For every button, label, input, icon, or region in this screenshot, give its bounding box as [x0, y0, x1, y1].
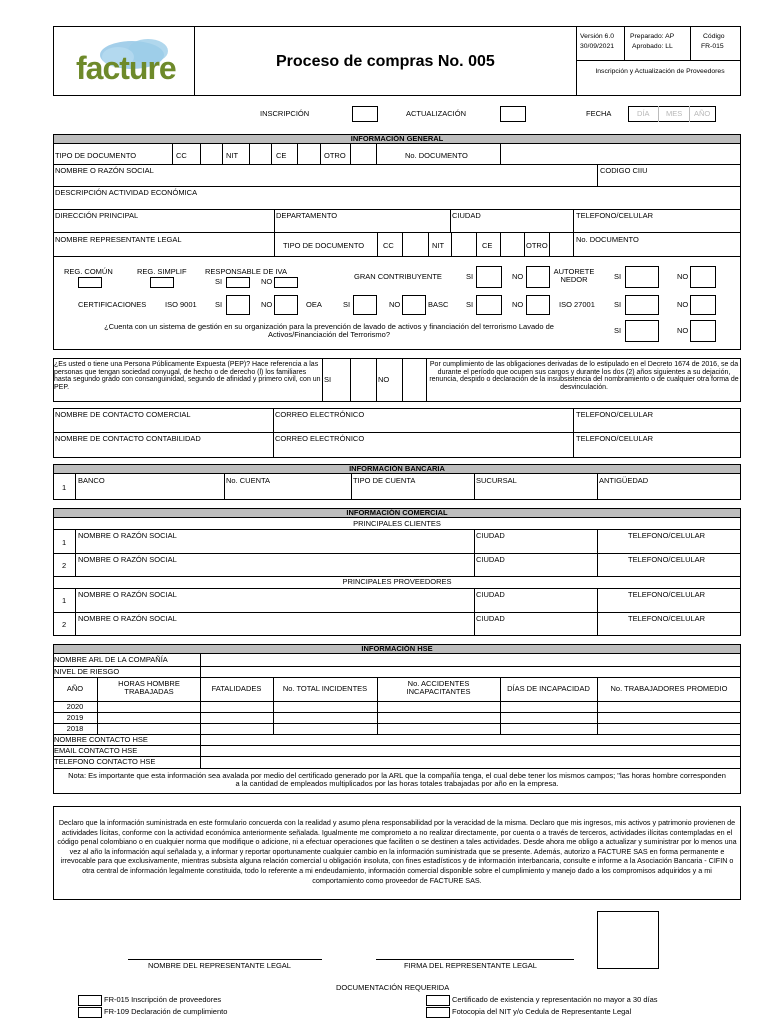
mes-placeholder: MES — [666, 109, 683, 118]
logo — [70, 33, 185, 88]
no-doc-input[interactable] — [501, 145, 740, 163]
col-anio: AÑO — [66, 684, 84, 693]
proveedor-2-nombre-label: NOMBRE O RAZÓN SOCIAL — [78, 614, 177, 623]
iso27001-si-label: SI — [614, 300, 622, 309]
doc-3-checkbox[interactable] — [426, 995, 450, 1006]
doc-4-checkbox[interactable] — [426, 1007, 450, 1018]
reg-simplif-checkbox[interactable] — [150, 277, 174, 288]
doc-3-label: Certificado de existencia y representación no mayor a 30 días — [452, 995, 658, 1004]
oea-no-checkbox[interactable] — [402, 295, 426, 315]
otro2-label: OTRO — [526, 241, 548, 250]
direccion-label: DIRECCIÓN PRINCIPAL — [55, 211, 139, 220]
pep-decree: Por cumplimiento de las obligaciones derivadas de lo estipulado en el Decreto 1674 de 2016, se da durante el período que ocupen sus cargos y durante los dos (2) años siguientes a su dejación, renuncia, despido o declaración de la insubsistencia del nombramiento o de cualquier otra forma de desvinculación. — [429, 361, 739, 392]
proveedor-2-tel-label: TELEFONO/CELULAR — [628, 614, 706, 623]
pep-si-label: SI — [324, 375, 332, 384]
doc-2-label: FR-109 Declaración de cumplimiento — [104, 1007, 228, 1016]
col-incidentes: No. TOTAL INCIDENTES — [282, 684, 368, 693]
gc-si-label: SI — [466, 272, 474, 281]
otro-label: OTRO — [324, 151, 346, 160]
no-doc2-label: No. DOCUMENTO — [576, 235, 639, 244]
col-dias: DÍAS DE INCAPACIDAD — [507, 684, 590, 693]
iso27001-label: ISO 27001 — [559, 300, 595, 309]
iva-si-checkbox[interactable] — [226, 277, 250, 288]
hse-note: Nota: Es importante que esta información sea avalada por medio del certificado generado por la ARL que la compañía tenga, el cual debe tener los mismos campos; "las horas hombre corresponden a la cantidad de empleados multiplicados por las horas totales trabajadas por año en la empresa. — [68, 771, 726, 789]
correo-comercial-label: CORREO ELECTRÓNICO — [275, 410, 365, 419]
oea-no-label: NO — [389, 300, 401, 309]
cliente-2-number: 2 — [62, 561, 67, 570]
iso9001-si-label: SI — [215, 300, 223, 309]
iso9001-si-checkbox[interactable] — [226, 295, 250, 315]
proveedores-label: PRINCIPALES PROVEEDORES — [342, 577, 452, 586]
tipo-doc2-label: TIPO DE DOCUMENTO — [283, 241, 365, 250]
tipo-doc-label: TIPO DE DOCUMENTO — [55, 151, 137, 160]
code-label: Código — [703, 33, 725, 40]
cliente-1-tel-label: TELEFONO/CELULAR — [628, 531, 706, 540]
hse-title: INFORMACIÓN HSE — [53, 644, 741, 654]
cliente-2-ciudad-label: CIUDAD — [476, 555, 505, 564]
iso27001-no-checkbox[interactable] — [690, 295, 716, 315]
cc2-label: CC — [383, 241, 394, 250]
cliente-1-number: 1 — [62, 538, 67, 547]
riesgo-label: NIVEL DE RIESGO — [54, 667, 120, 676]
iso27001-si-checkbox[interactable] — [625, 295, 659, 315]
ar-no-label: NO — [677, 272, 689, 281]
departamento-label: DEPARTAMENTO — [276, 211, 338, 220]
gc-no-checkbox[interactable] — [526, 266, 550, 288]
iso9001-label: ISO 9001 — [165, 300, 197, 309]
ciudad-label: CIUDAD — [452, 211, 481, 220]
reg-simplif-label: REG. SIMPLIF — [137, 267, 187, 276]
col-fatalidades: FATALIDADES — [211, 684, 262, 693]
nombre-label: NOMBRE O RAZÓN SOCIAL — [55, 166, 154, 175]
ar-no-checkbox[interactable] — [690, 266, 716, 288]
year-2018: 2018 — [66, 724, 84, 733]
iva-no-label: NO — [261, 277, 273, 286]
banco-label: BANCO — [78, 476, 105, 485]
cliente-2-nombre-label: NOMBRE O RAZÓN SOCIAL — [78, 555, 177, 564]
doc-4-label: Fotocopia del NIT y/o Cedula de Representante Legal — [452, 1007, 632, 1016]
oea-si-checkbox[interactable] — [353, 295, 377, 315]
dia-placeholder: DÍA — [637, 109, 650, 118]
bank-row-number: 1 — [62, 483, 67, 492]
iso9001-no-label: NO — [261, 300, 273, 309]
nombre-rep-label: NOMBRE DEL REPRESENTANTE LEGAL — [148, 961, 291, 970]
doc-1-checkbox[interactable] — [78, 995, 102, 1006]
no-doc-label: No. DOCUMENTO — [405, 151, 468, 160]
gran-contrib-label: GRAN CONTRIBUYENTE — [354, 272, 442, 281]
proveedor-2-ciudad-label: CIUDAD — [476, 614, 505, 623]
version-date: 30/09/2021 — [580, 43, 615, 50]
basc-no-checkbox[interactable] — [526, 295, 550, 315]
proveedor-1-tel-label: TELEFONO/CELULAR — [628, 590, 706, 599]
cuenta-label: No. CUENTA — [226, 476, 271, 485]
sarlaft-si-label: SI — [614, 326, 622, 335]
reg-comun-label: REG. COMÚN — [64, 267, 113, 276]
cliente-1-nombre-label: NOMBRE O RAZÓN SOCIAL — [78, 531, 177, 540]
col-accidentes: No. ACCIDENTES INCAPACITANTES — [406, 679, 471, 697]
oea-si-label: SI — [343, 300, 351, 309]
basc-label: BASC — [428, 300, 449, 309]
ce-label: CE — [276, 151, 287, 160]
proveedor-1-number: 1 — [62, 596, 67, 605]
iva-si-label: SI — [215, 277, 223, 286]
proveedor-2-number: 2 — [62, 620, 67, 629]
ar-si-label: SI — [614, 272, 622, 281]
contacto-hse-label: NOMBRE CONTACTO HSE — [54, 735, 148, 744]
autoretenedor-label: AUTORETE NEDOR — [553, 267, 595, 285]
clientes-label: PRINCIPALES CLIENTES — [353, 519, 441, 528]
declaration-text: Declaro que la información suministrada en este formulario concuerda con la realidad y asumo plena responsabilidad por la veracidad de la misma. Declaro que mis ingresos, mis activos y patrimonio provienen de actividades lícitas, conforme con la actividad económica anteriormente señalada. Igualmente me comprometo a no realizar directamente, por cuenta o a través de terceros, actividades ilícitas contempladas en el código penal colombiano o en cualquier norma que modifique o adicione, ni a efectuar operaciones que faciliten o se destinen a tales actividades. Desde ahora me obligo a actualizar y suministrar por lo menos una vez al año la información aquí señalada y, a informar y reportar oportunamente cualquier cambio en la información suministrada que se presente. Además, autorizo a FACTURE SAS en forma permanente e irrevocable para que exclusivamente, mientras subsista alguna relación comercial u obligación insoluta, con fines estadísticos y de información interbancaria, consulte e informe a la Asociación Bancaria - CIFIN o otra central de información legalmente constituida, todo lo referente a mi endeudamiento, información comercial disponible sobre el cumplimiento y manejo dado a los compromisos adquiridos y a mi comportamiento como proveedor de FACTURE SAS. — [57, 818, 737, 885]
gc-si-checkbox[interactable] — [476, 266, 502, 288]
prepared: Preparado: AP — [630, 33, 675, 40]
tipo-cuenta-label: TIPO DE CUENTA — [353, 476, 416, 485]
iso9001-no-checkbox[interactable] — [274, 295, 298, 315]
proveedor-1-ciudad-label: CIUDAD — [476, 590, 505, 599]
fingerprint-box[interactable] — [597, 911, 659, 969]
reg-comun-checkbox[interactable] — [78, 277, 102, 288]
col-horas: HORAS HOMBRE TRABAJADAS — [118, 679, 180, 697]
commercial-title: INFORMACIÓN COMERCIAL — [53, 508, 741, 518]
nit-label: NIT — [226, 151, 239, 160]
approved: Aprobado: LL — [632, 43, 673, 50]
certificaciones-label: CERTIFICACIONES — [78, 300, 147, 309]
telefono-label: TELEFONO/CELULAR — [576, 211, 654, 220]
resp-iva-label: RESPONSABLE DE IVA — [205, 267, 287, 276]
ce2-label: CE — [482, 241, 493, 250]
pep-question: ¿Es usted o tiene una Persona Públicamente Expuesta (PEP)? Hace referencia a las personas que tengan sociedad conyugal, de hecho o de derecho (l) los familiares hasta segundo grado con consanguinidad, segundo de afinidad y primero civil, con un PEP. — [54, 361, 321, 392]
doc-2-checkbox[interactable] — [78, 1007, 102, 1018]
iso27001-no-label: NO — [677, 300, 689, 309]
inscripcion-checkbox[interactable] — [352, 106, 378, 122]
tel-hse-label: TELEFONO CONTACTO HSE — [54, 757, 156, 766]
form-title: Proceso de compras No. 005 — [276, 53, 495, 70]
contacto-comercial-label: NOMBRE DE CONTACTO COMERCIAL — [55, 410, 191, 419]
fecha-label: FECHA — [586, 109, 612, 118]
ciiu-label: CODIGO CIIU — [600, 166, 648, 175]
tel-comercial-label: TELEFONO/CELULAR — [576, 410, 654, 419]
pep-no-label: NO — [378, 375, 390, 384]
cc-label: CC — [176, 151, 187, 160]
sucursal-label: SUCURSAL — [476, 476, 517, 485]
email-hse-label: EMAIL CONTACTO HSE — [54, 746, 138, 755]
sarlaft-no-label: NO — [677, 326, 689, 335]
actualizacion-checkbox[interactable] — [500, 106, 526, 122]
inscripcion-label: INSCRIPCIÓN — [260, 109, 310, 118]
anio-placeholder: AÑO — [694, 109, 711, 118]
tel-contable-label: TELEFONO/CELULAR — [576, 434, 654, 443]
actividad-label: DESCRIPCIÓN ACTIVIDAD ECONÓMICA — [55, 188, 198, 197]
firma-rep-label: FIRMA DEL REPRESENTANTE LEGAL — [404, 961, 537, 970]
cliente-2-tel-label: TELEFONO/CELULAR — [628, 555, 706, 564]
doc-1-label: FR-015 Inscripción de proveedores — [104, 995, 222, 1004]
nit2-label: NIT — [432, 241, 445, 250]
ar-si-checkbox[interactable] — [625, 266, 659, 288]
logo-text: facture — [76, 50, 176, 86]
antiguedad-label: ANTIGÜEDAD — [599, 476, 649, 485]
sarlaft-question: ¿Cuenta con un sistema de gestión en su organización para la prevención de lavado de activos y financiación del terrorismo Lavado de Activos/Financiación del Terrorismo? — [104, 322, 554, 340]
basc-si-label: SI — [466, 300, 474, 309]
gc-no-label: NO — [512, 272, 524, 281]
basc-si-checkbox[interactable] — [476, 295, 502, 315]
correo-contable-label: CORREO ELECTRÓNICO — [275, 434, 365, 443]
general-title: INFORMACIÓN GENERAL — [53, 134, 741, 144]
year-2019: 2019 — [66, 713, 84, 722]
iva-no-checkbox[interactable] — [274, 277, 298, 288]
contacto-contable-label: NOMBRE DE CONTACTO CONTABILIDAD — [55, 434, 201, 443]
proveedor-1-nombre-label: NOMBRE O RAZÓN SOCIAL — [78, 590, 177, 599]
form-subtitle: Inscripción y Actualización de Proveedores — [595, 68, 725, 75]
basc-no-label: NO — [512, 300, 524, 309]
col-trabajadores: No. TRABAJADORES PROMEDIO — [610, 684, 728, 693]
oea-label: OEA — [306, 300, 322, 309]
representante-label: NOMBRE REPRESENTANTE LEGAL — [55, 235, 182, 244]
code: FR-015 — [701, 43, 724, 50]
sarlaft-si-checkbox[interactable] — [625, 320, 659, 342]
sarlaft-no-checkbox[interactable] — [690, 320, 716, 342]
bank-title: INFORMACIÓN BANCARIA — [53, 464, 741, 474]
version: Versión 6.0 — [580, 33, 615, 40]
year-2020: 2020 — [66, 702, 84, 711]
arl-label: NOMBRE ARL DE LA COMPAÑÍA — [54, 655, 168, 664]
docs-title: DOCUMENTACIÓN REQUERIDA — [336, 983, 450, 992]
cliente-1-ciudad-label: CIUDAD — [476, 531, 505, 540]
actualizacion-label: ACTUALIZACIÓN — [406, 109, 467, 118]
